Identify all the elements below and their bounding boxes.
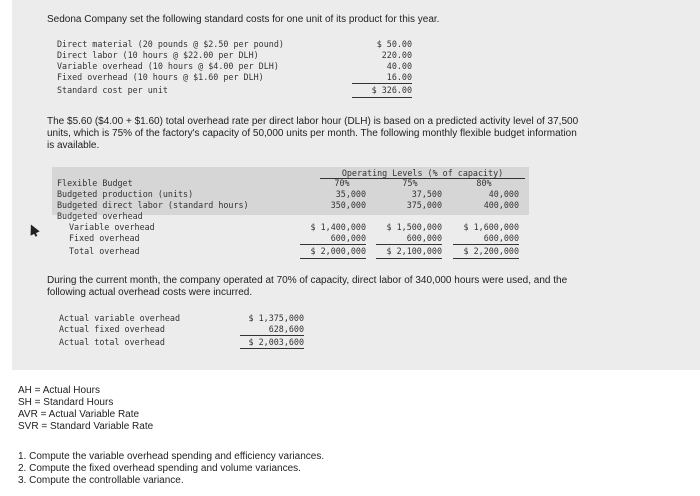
cell: $ 1,500,000 xyxy=(386,222,442,232)
cell: 40,000 xyxy=(488,189,519,199)
std-cost-amount: 40.00 xyxy=(386,61,412,71)
question-item: 3. Compute the controllable variance. xyxy=(18,475,184,486)
flex-title: Flexible Budget xyxy=(57,178,133,188)
actual-label: Actual fixed overhead xyxy=(59,324,165,334)
column-header: 80% xyxy=(476,178,492,188)
cell: 35,000 xyxy=(335,189,366,199)
std-cost-amount: 16.00 xyxy=(386,72,412,82)
actual-total: $ 2,003,600 xyxy=(248,337,304,347)
cell: 37,500 xyxy=(411,189,442,199)
cell: $ 2,200,000 xyxy=(463,246,519,256)
question-item: 2. Compute the fixed overhead spending and volume variances. xyxy=(18,463,301,474)
actual-amount: $ 1,375,000 xyxy=(248,313,304,323)
sum-rule xyxy=(240,335,304,336)
row-label: Fixed overhead xyxy=(69,233,140,243)
cell: 400,000 xyxy=(483,200,519,210)
cell: $ 2,000,000 xyxy=(310,246,366,256)
row-label: Budgeted production (units) xyxy=(57,189,194,199)
definition: AVR = Actual Variable Rate xyxy=(18,409,140,420)
row-label: Budgeted overhead xyxy=(57,211,143,221)
column-header: 75% xyxy=(402,178,418,188)
paragraph-line: units, which is 75% of the factory's capacity of 50,000 units per month. The following monthly flexible budget information xyxy=(47,128,577,139)
cell: 600,000 xyxy=(406,233,442,243)
std-cost-total: $ 326.00 xyxy=(371,85,412,95)
total-rule xyxy=(240,348,304,349)
definition: SVR = Standard Variable Rate xyxy=(18,421,154,432)
paragraph-line: is available. xyxy=(47,140,100,151)
std-cost-amount: $ 50.00 xyxy=(376,39,412,49)
paragraph-line: following actual overhead costs were incurred. xyxy=(47,287,253,298)
std-cost-label: Direct material (20 pounds @ $2.50 per pound) xyxy=(57,39,284,49)
row-label: Variable overhead xyxy=(69,222,155,232)
cell: 375,000 xyxy=(406,200,442,210)
cell: $ 1,400,000 xyxy=(310,222,366,232)
actual-label: Actual variable overhead xyxy=(59,313,181,323)
column-header: 70% xyxy=(334,178,350,188)
row-label: Total overhead xyxy=(69,246,140,256)
total-rule xyxy=(300,258,366,259)
operating-levels-header: Operating Levels (% of capacity) xyxy=(341,168,504,178)
std-cost-label: Standard cost per unit xyxy=(57,85,168,95)
intro-text: Sedona Company set the following standard costs for one unit of its product for this year. xyxy=(47,14,440,25)
paragraph-line: During the current month, the company operated at 70% of capacity, direct labor of 340,000 hours were used, and the xyxy=(47,275,568,286)
sum-rule xyxy=(453,244,519,245)
cell: $ 2,100,000 xyxy=(386,246,442,256)
actual-label: Actual total overhead xyxy=(59,337,165,347)
cell: $ 1,600,000 xyxy=(463,222,519,232)
std-cost-label: Fixed overhead (10 hours @ $1.60 per DLH) xyxy=(57,72,264,82)
std-cost-label: Direct labor (10 hours @ $22.00 per DLH) xyxy=(57,50,259,60)
paragraph-line: The $5.60 ($4.00 + $1.60) total overhead rate per direct labor hour (DLH) is based on a predicted activity level of 37,500 xyxy=(47,116,579,127)
subtotal-rule xyxy=(352,83,412,84)
total-rule xyxy=(352,97,412,98)
std-cost-amount: 220.00 xyxy=(381,50,412,60)
std-cost-label: Variable overhead (10 hours @ $4.00 per DLH) xyxy=(57,61,279,71)
question-item: 1. Compute the variable overhead spending and efficiency variances. xyxy=(18,451,325,462)
cell: 350,000 xyxy=(330,200,366,210)
actual-amount: 628,600 xyxy=(268,324,304,334)
cell: 600,000 xyxy=(483,233,519,243)
definition: SH = Standard Hours xyxy=(18,397,114,408)
sum-rule xyxy=(376,244,442,245)
definition: AH = Actual Hours xyxy=(18,385,100,396)
row-label: Budgeted direct labor (standard hours) xyxy=(57,200,249,210)
sum-rule xyxy=(300,244,366,245)
total-rule xyxy=(376,258,442,259)
total-rule xyxy=(453,258,519,259)
cell: 600,000 xyxy=(330,233,366,243)
